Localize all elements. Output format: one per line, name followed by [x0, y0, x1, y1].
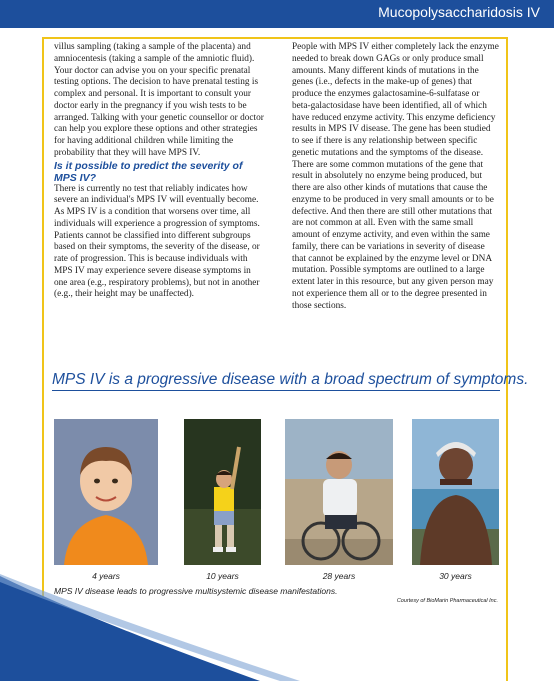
photo-caption: MPS IV disease leads to progressive multisystemic disease manifestations.: [54, 586, 338, 596]
header-bar: [0, 0, 554, 28]
age-label: 28 years: [322, 571, 356, 581]
photo-age-10: [184, 419, 261, 565]
age-label: 30 years: [439, 571, 472, 581]
left-paragraph-2: There is currently no test that reliably indicates how severe an individual's MPS IV will eventually become. As MPS IV is a condition that worsens over time, all individuals will experience a progression of symptoms. Patients cannot be classified into different subgroups based on their symptoms, the severity of the disease, or rate of progression. This is because individuals with MPS IV may experience severe disease symptoms in one area (e.g., respiratory problems), but not in another (e.g., their height may be unaffected).: [54, 183, 260, 300]
age-label: 10 years: [206, 571, 239, 581]
photo-age-4: [54, 419, 158, 565]
decorative-swoosh: [0, 560, 554, 681]
right-paragraph-1: People with MPS IV either completely lack the enzyme needed to break down GAGs or only produce small amounts. Many different kinds of mutations in the genes (i.e., defects in the make-up of genes) that produce the enzymes galactosamine-6-sulfatase or beta-galactosidase have been identified, all of which have reduced enzyme activity. This enzyme deficiency results in MPS IV disease. The gene has been studied to see if there is any relationship between specific genetic mutations and the symptoms of the disease. There are some common mutations of the gene that result in absolutely no enzyme being produced, but there are also other kinds of mutations that cause the enzyme to be produced in very small amounts or to be defective. And then there are still other mutations that are not common at all. Even with the same small amount of enzyme activity, and even within the same family, there can be variations in severity of disease that cannot be explained by the enzyme level or DNA mutation. Possible symptoms are outlined to a large extent later in this resource, but any given person may not experience them all or to the degree presented in those sections.: [292, 42, 499, 311]
photo-age-28: [285, 419, 393, 565]
age-label: 4 years: [92, 571, 120, 581]
right-column: [292, 42, 500, 312]
left-paragraph-1: villus sampling (taking a sample of the placenta) and amniocentesis (taking a sample of the amniotic fluid). Your doctor can advise you on your specific prenatal testing options. The decision to have prenatal testing is complex and personal. It is important to consult your doctor early in the pregnancy if you wish tests to be arranged. Talking with your genetic counsellor or doctor can help you explore these options and other strategies for having additional children while limiting the probability that they will have MPS IV.: [54, 42, 264, 158]
photo-age-30: [412, 419, 499, 565]
section-subheading: Is it possible to predict the severity of MPS IV?: [54, 159, 243, 184]
banner: [52, 370, 529, 391]
header-title: Mucopolysaccharidosis IV: [378, 4, 540, 20]
photo-credit: Courtesy of BioMarin Pharmaceutical Inc.: [396, 598, 498, 604]
banner-text: MPS IV is a progressive disease with a broad spectrum of symptoms.: [52, 371, 529, 388]
left-column: [54, 42, 264, 301]
